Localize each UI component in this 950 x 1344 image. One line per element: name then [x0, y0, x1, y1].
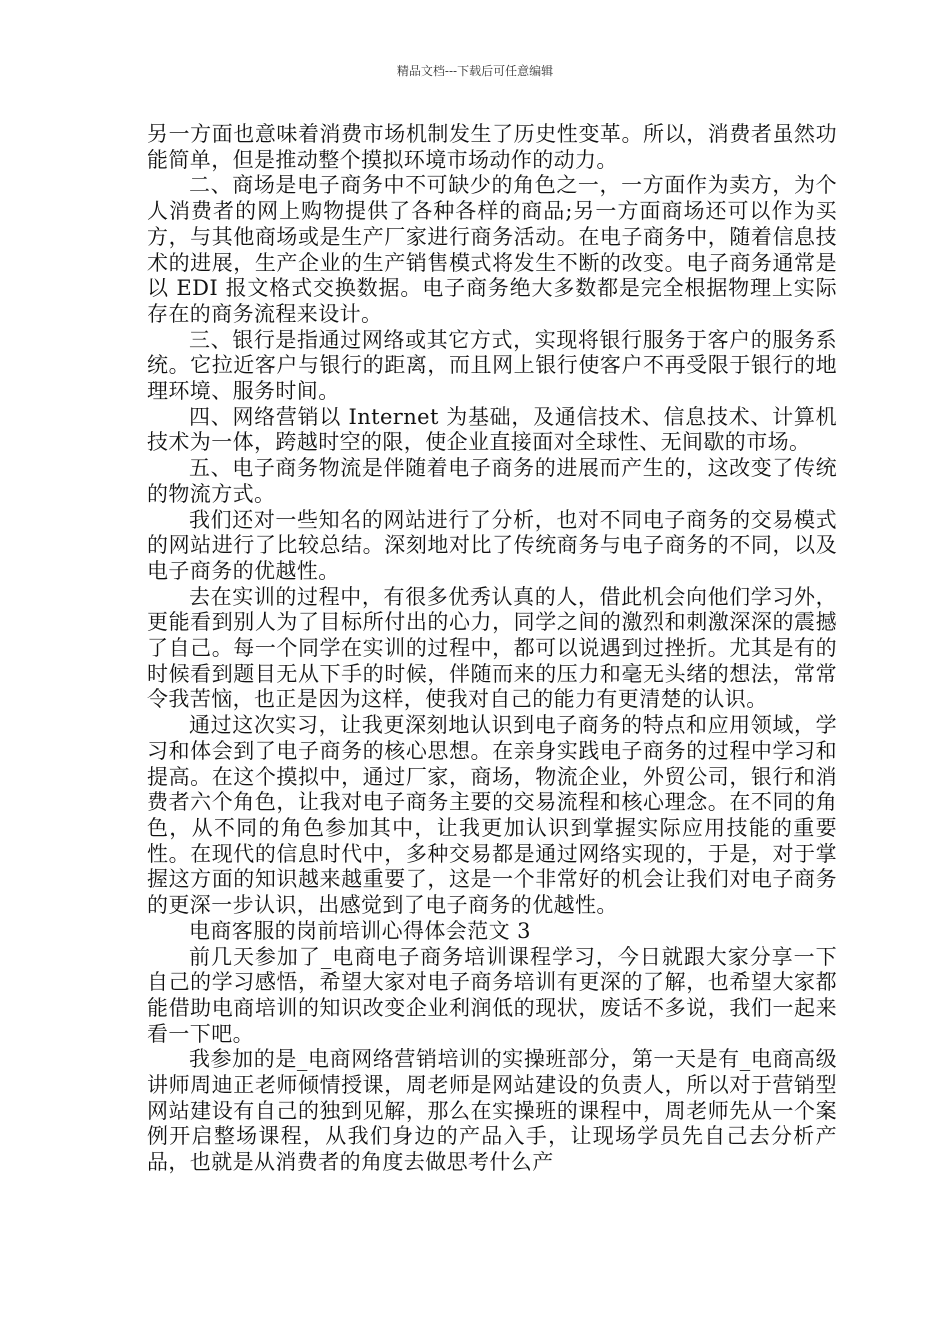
paragraph: 四、网络营销以 Internet 为基础，及通信技术、信息技术、计算机技术为一体，跨越时空的限，使企业直接面对全球性、无间歇的市场。: [147, 404, 837, 455]
document-body: [147, 122, 837, 1176]
section-heading: 电商客服的岗前培训心得体会范文 3: [189, 918, 531, 943]
paragraph: 我参加的是_电商网络营销培训的实操班部分，第一天是有_电商高级讲师周迪正老师倾情授课，周老师是网站建设的负责人，所以对于营销型网站建设有自己的独到见解，那么在实操班的课程中，周老师先从一个案例开启整场课程，从我们身边的产品入手，让现场学员先自己去分析产品，也就是从消费者的角度去做思考什么产: [147, 1047, 837, 1175]
paragraph: 我们还对一些知名的网站进行了分析，也对不同电子商务的交易模式的网站进行了比较总结。深刻地对比了传统商务与电子商务的不同，以及电子商务的优越性。: [147, 507, 837, 583]
paragraph: 另一方面也意味着消费市场机制发生了历史性变革。所以，消费者虽然功能简单，但是推动整个摸拟环境市场动作的动力。: [147, 122, 837, 172]
paragraph: 三、银行是指通过网络或其它方式，实现将银行服务于客户的服务系统。它拉近客户与银行的距离，而且网上银行使客户不再受限于银行的地理环境、服务时间。: [147, 327, 837, 404]
paragraph: 二、商场是电子商务中不可缺少的角色之一，一方面作为卖方，为个人消费者的网上购物提供了各种各样的商品;另一方面商场还可以作为买方，与其他商场或是生产厂家进行商务活动。在电子商务中，随着信息技术的进展，生产企业的生产销售模式将发生不断的改变。电子商务通常是以 EDI 报文格式交换数据。电子商务绝大多数都是完全根据物理上实际存在的商务流程来设计。: [147, 173, 837, 326]
paragraph: 前几天参加了_电商电子商务培训课程学习，今日就跟大家分享一下自己的学习感悟，希望大家对电子商务培训有更深的了解，也希望大家都能借助电商培训的知识改变企业利润低的现状，废话不多说，我们一起来看一下吧。: [147, 944, 837, 1046]
page-header: 精品文档---下载后可任意编辑: [396, 64, 554, 78]
paragraph: 去在实训的过程中，有很多优秀认真的人，借此机会向他们学习外，更能看到别人为了目标所付出的心力，同学之间的激烈和刺激深深的震撼了自己。每一个同学在实训的过程中，都可以说遇到过挫折。尤其是有的时候看到题目无从下手的时候，伴随而来的压力和毫无头绪的想法，常常令我苦恼，也正是因为这样，使我对自己的能力有更清楚的认识。: [147, 584, 837, 712]
paragraph: 五、电子商务物流是伴随着电子商务的进展而产生的，这改变了传统的物流方式。: [147, 456, 837, 506]
paragraph: 通过这次实习，让我更深刻地认识到电子商务的特点和应用领域，学习和体会到了电子商务的核心思想。在亲身实践电子商务的过程中学习和提高。在这个摸拟中，通过厂家，商场，物流企业，外贸公司，银行和消费者六个角色，让我对电子商务主要的交易流程和核心理念。在不同的角色，从不同的角色参加其中，让我更加认识到掌握实际应用技能的重要性。在现代的信息时代中，多种交易都是通过网络实现的，于是，对于掌握这方面的知识越来越重要了，这是一个非常好的机会让我们对电子商务的更深一步认识，出感觉到了电子商务的优越性。: [147, 713, 837, 918]
